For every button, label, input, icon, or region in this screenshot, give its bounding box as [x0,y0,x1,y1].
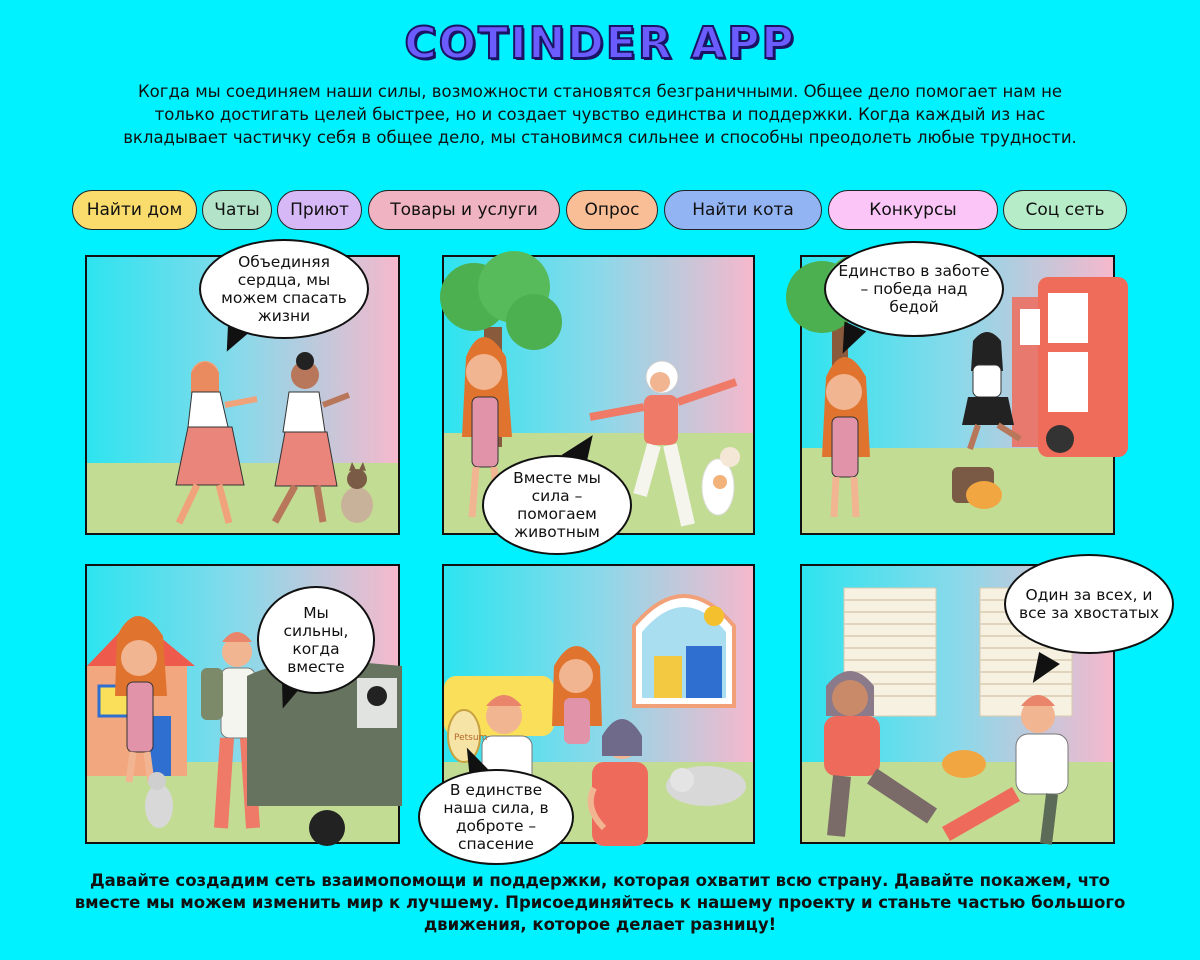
intro-text: Когда мы соединяем наши силы, возможности становятся безграничными. Общее дело помогает нам не только достигать целей быстрее, но и создает чувство единства и поддержки. Когда каждый из нас вкладывает частичку себя в общее дело, мы становимся сильнее и способны преодолеть любые трудности. [123,82,1077,147]
nav-shelter-button[interactable]: Приют [277,190,362,230]
panel-2-speech-bubble: Вместе мы сила – помогаем животным [482,455,632,555]
comic-panel-4 [85,564,400,844]
nav-contests-button[interactable]: Конкурсы [828,190,998,230]
comic-panel-6 [800,564,1160,844]
panel-6-speech-bubble: Один за всех, и все за хвостатых [1004,554,1174,654]
panel-1-speech-bubble: Объединяя сердца, мы можем спасать жизни [199,239,369,339]
page-title: COTINDER APP [404,18,796,69]
panel-5-speech-bubble: В единстве наша сила, в доброте – спасение [418,769,574,865]
nav-goods-services-button[interactable]: Товары и услуги [368,190,560,230]
panel-3-speech-bubble: Единство в заботе – победа над бедой [824,241,1004,337]
panel-4-speech-bubble: Мы сильны, когда вместе [257,586,375,694]
nav-bar [0,190,1200,236]
comic-panel-5 [442,564,755,853]
bag-label: Petsum [454,733,488,743]
nav-survey-button[interactable]: Опрос [566,190,658,230]
nav-social-button[interactable]: Соц сеть [1003,190,1127,230]
nav-find-cat-button[interactable]: Найти кота [664,190,822,230]
nav-find-home-button[interactable]: Найти дом [72,190,197,230]
comic-panel-3 [800,255,1115,535]
footer-text: Давайте создадим сеть взаимопомощи и поддержки, которая охватит всю страну. Давайте покажем, что вместе мы можем изменить мир к лучшему. Присоединяйтесь к нашему проекту и станьте частью большого движения, которое делает разницу! [74,871,1126,934]
comic-panel-1 [85,255,400,535]
nav-chats-button[interactable]: Чаты [202,190,272,230]
comic-panel-2 [442,255,755,541]
